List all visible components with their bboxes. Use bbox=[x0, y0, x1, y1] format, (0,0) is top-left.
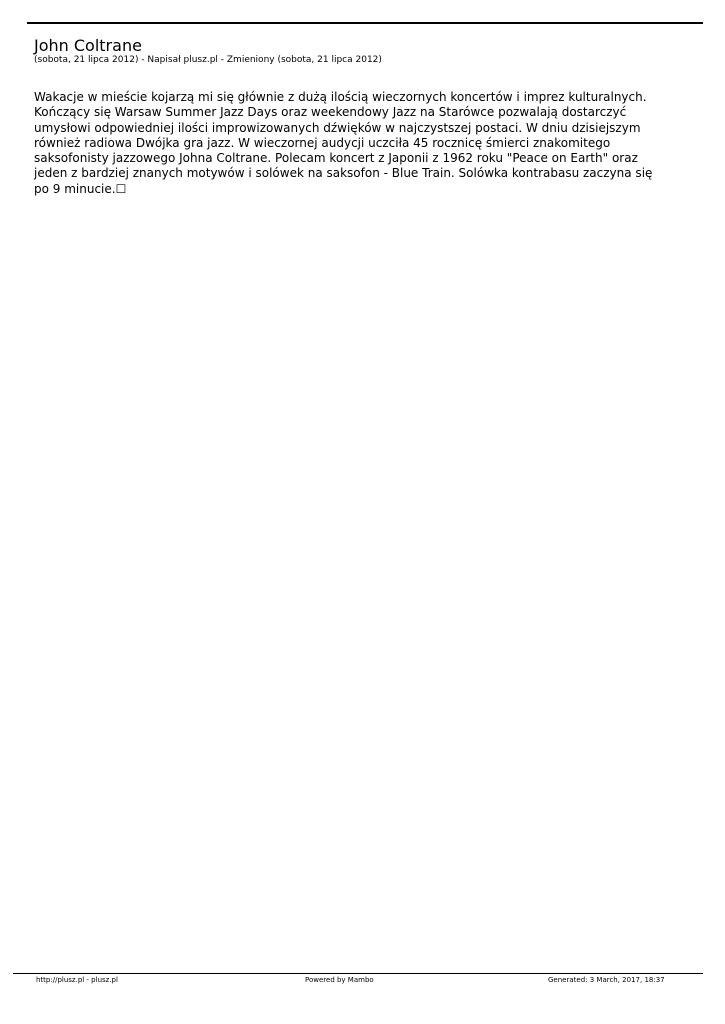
article-body-line: jeden z bardziej znanych motywów i solówek na saksofon - Blue Train. Solówka kontrabasu zaczyna się bbox=[34, 166, 653, 181]
footer-powered-by: Powered by Mambo bbox=[305, 976, 374, 984]
article-title: John Coltrane bbox=[34, 36, 142, 55]
footer-site-link[interactable]: http://plusz.pl - plusz.pl bbox=[36, 976, 118, 984]
article-meta: (sobota, 21 lipca 2012) - Napisał plusz.pl - Zmieniony (sobota, 21 lipca 2012) bbox=[34, 55, 382, 65]
article-body-line: umysłowi odpowiedniej ilości improwizowanych dźwięków w najczystszej postaci. W dniu dzisiejszym bbox=[34, 120, 641, 135]
article-body-line: również radiowa Dwójka gra jazz. W wieczornej audycji uczciła 45 rocznicę śmierci znakomitego bbox=[34, 135, 611, 150]
article-body-line: saksofonisty jazzowego Johna Coltrane. Polecam koncert z Japonii z 1962 roku "Peace on Earth" oraz bbox=[34, 151, 638, 166]
footer-generated-date: Generated: 3 March, 2017, 18:37 bbox=[548, 976, 665, 984]
header-divider bbox=[27, 22, 703, 24]
article bbox=[34, 36, 682, 197]
footer-divider bbox=[13, 973, 703, 974]
page-footer bbox=[0, 976, 725, 988]
article-body bbox=[34, 90, 682, 197]
article-body-line: Kończący się Warsaw Summer Jazz Days oraz weekendowy Jazz na Starówce pozwalają dostarczyć bbox=[34, 105, 627, 120]
article-body-line: Wakacje w mieście kojarzą mi się głównie z dużą ilością wieczornych koncertów i imprez kulturalnych. bbox=[34, 90, 647, 104]
article-body-line: po 9 minucie.☐ bbox=[34, 181, 127, 196]
